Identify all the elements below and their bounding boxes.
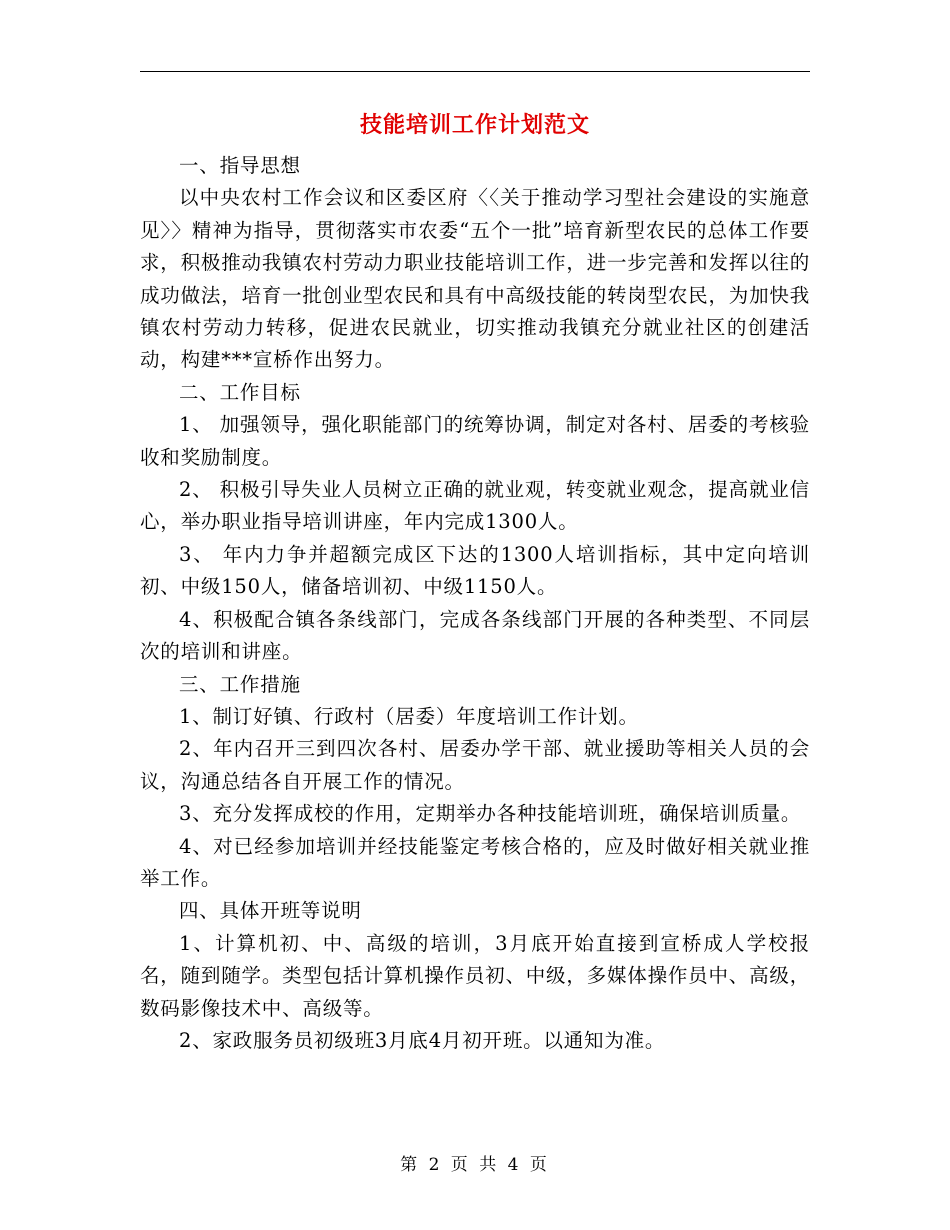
header-rule <box>140 71 810 72</box>
goal-item-1: 1、 加强领导，强化职能部门的统筹协调，制定对各村、居委的考核验收和奖励制度。 <box>140 413 810 469</box>
measure-item-1: 1、制订好镇、行政村（居委）年度培训工作计划。 <box>179 704 639 728</box>
measure-item-2: 2、年内召开三到四次各村、居委办学干部、就业援助等相关人员的会议，沟通总结各自开展工作的情况。 <box>140 737 810 793</box>
class-detail-item-2: 2、家政服务员初级班3月底4月初开班。以通知为准。 <box>179 1028 666 1052</box>
section-heading-work-goals: 二、工作目标 <box>179 380 301 404</box>
document-body <box>140 150 810 1057</box>
class-detail-item-1: 1、计算机初、中、高级的培训，3月底开始直接到宣桥成人学校报名，随到随学。类型包括计算机操作员初、中级，多媒体操作员中、高级，数码影像技术中、高级等。 <box>140 931 810 1020</box>
section-heading-guiding-ideology: 一、指导思想 <box>179 154 301 177</box>
goal-item-4: 4、积极配合镇各条线部门，完成各条线部门开展的各种类型、不同层次的培训和讲座。 <box>140 607 810 664</box>
document-title: 技能培训工作计划范文 <box>359 112 590 138</box>
page-number-footer: 第 2 页 共 4 页 <box>400 1155 550 1175</box>
goal-item-2: 2、 积极引导失业人员树立正确的就业观，转变就业观念，提高就业信心，举办职业指导培训讲座，年内完成1300人。 <box>140 478 810 534</box>
section-heading-work-measures: 三、工作措施 <box>179 672 301 696</box>
goal-item-3: 3、 年内力争并超额完成区下达的1300人培训指标，其中定向培训初、中级150人，储备培训初、中级1150人。 <box>140 542 810 599</box>
measure-item-4: 4、对已经参加培训并经技能鉴定考核合格的，应及时做好相关就业推举工作。 <box>140 834 810 890</box>
paragraph-guiding-ideology: 以中央农村工作会议和区委区府〈〈关于推动学习型社会建设的实施意见〉〉精神为指导，贯彻落实市农委“五个一批”培育新型农民的总体工作要求，积极推动我镇农村劳动力职业技能培训工作，进一步完善和发挥以往的成功做法，培育一批创业型农民和具有中高级技能的转岗型农民，为加快我镇农村劳动力转移，促进农民就业，切实推动我镇充分就业社区的创建活动，构建***宣桥作出努力。 <box>140 186 810 372</box>
section-heading-class-details: 四、具体开班等说明 <box>179 899 362 923</box>
measure-item-3: 3、充分发挥成校的作用，定期举办各种技能培训班，确保培训质量。 <box>179 802 802 826</box>
